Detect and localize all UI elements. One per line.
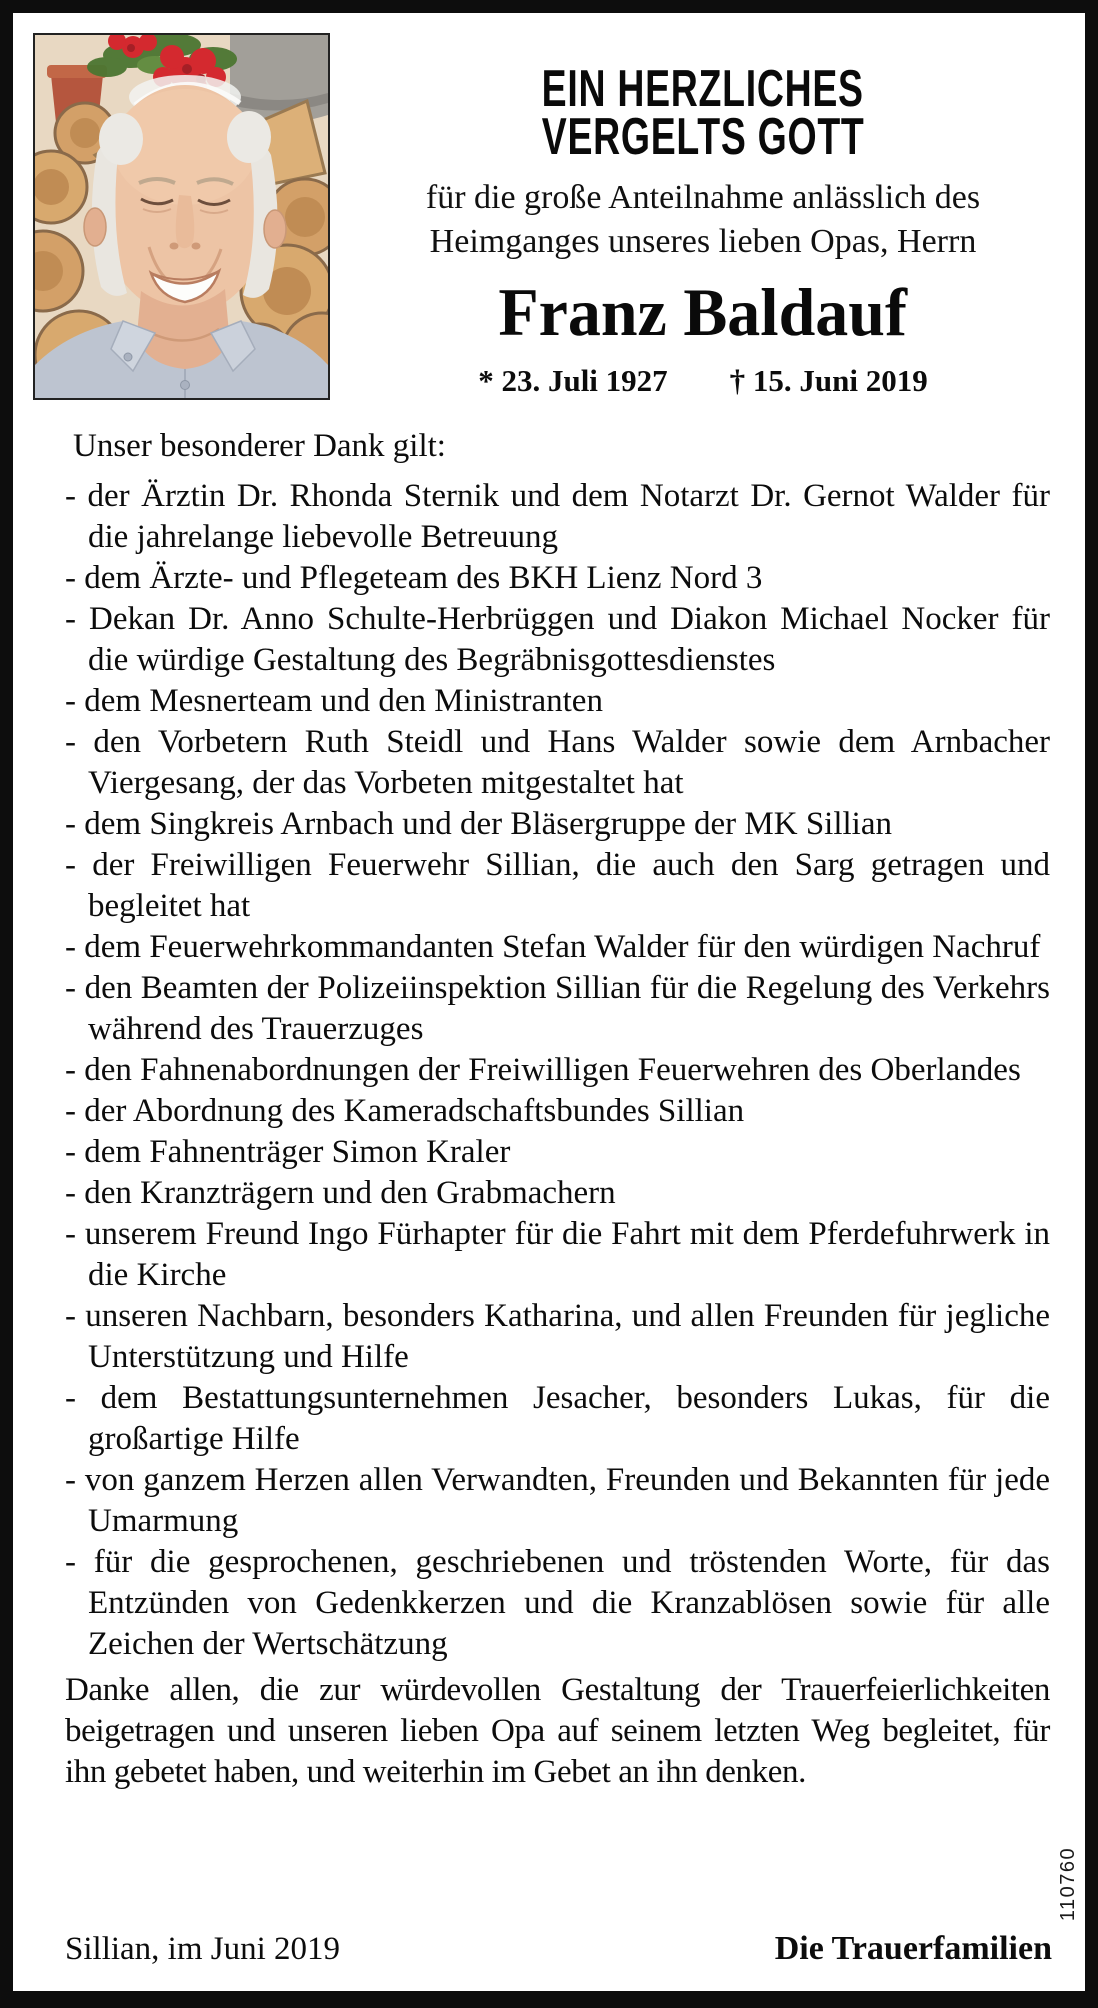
thanks-list-item [65,968,1050,1050]
shirt-button [181,381,190,390]
nostril-right [192,243,201,250]
thanks-list-item [65,1460,1050,1542]
life-dates-wrap [478,361,928,401]
thanks-list-item [65,1132,1050,1173]
thanks-list-item-text: von ganzem Herzen allen Verwandten, Freunden und Bekannten für jede Umarmung [84,1462,1050,1539]
thanks-list-item [65,722,1050,804]
dash-bullet: - [65,1175,76,1211]
thanks-list-item [65,1050,1050,1091]
dash-bullet: - [65,929,76,965]
shirt-button [124,353,132,361]
place-and-date: Sillian, im Juni 2019 [65,1931,341,1967]
intro-line-1: für die große Anteilnahme anlässlich des [425,179,981,216]
heading-line-2 [340,108,1066,166]
hair-tuft-left [99,113,143,165]
thanks-list-item-text: unseren Nachbarn, besonders Katharina, und allen Freunden für jegliche Unterstützung und Hilfe [85,1298,1050,1375]
thanks-list-item-text: dem Ärzte- und Pflegeteam des BKH Lienz Nord 3 [84,560,763,596]
reference-number: 110760 [1056,1846,1079,1922]
dash-bullet: - [65,847,76,883]
notice-header [340,30,1066,435]
thanks-list-item-text: den Fahnenabordnungen der Freiwilligen Feuerwehren des Oberlandes [84,1052,1021,1088]
thanks-list-item [65,1173,1050,1214]
dash-bullet: - [65,601,76,637]
portrait-photo-illustration [35,35,328,398]
notice-footer [65,1928,1052,1970]
thanks-list-item-text: Dekan Dr. Anno Schulte-Herbrüggen und Diakon Michael Nocker für die würdige Gestaltung des Begräbnisgottesdienstes [88,601,1051,678]
birth-date: * 23. Juli 1927 [478,363,668,398]
life-dates [340,361,1066,401]
thanks-list-item-text: dem Mesnerteam und den Ministranten [84,683,603,719]
thanks-list-item [65,1091,1050,1132]
thanks-lead: Unser besonderer Dank gilt: [73,428,446,464]
heading-line-1 [340,60,1066,118]
nose [176,195,195,248]
thanks-list-item [65,1542,1050,1665]
portrait-photo [33,33,330,400]
intro-line-2: Heimganges unseres lieben Opas, Herrn [429,223,977,260]
thanks-list-item [65,804,1050,845]
thanks-section [65,426,1050,1793]
dash-bullet: - [65,478,76,514]
thanks-list-item [65,599,1050,681]
thanks-list-item-text: dem Singkreis Arnbach und der Bläsergruppe der MK Sillian [84,806,892,842]
dash-bullet: - [65,1093,76,1129]
thanks-list-item-text: dem Feuerwehrkommandanten Stefan Walder für den würdigen Nachruf [84,929,1041,965]
thanks-list-item-text: unserem Freund Ingo Fürhapter für die Fahrt mit dem Pferdefuhrwerk in die Kirche [84,1216,1050,1293]
death-date: † 15. Juni 2019 [729,363,928,398]
heading-line-2-text: VERGELTS GOTT [541,108,865,166]
deceased-name [340,270,1066,354]
thanks-list-item-text: den Vorbetern Ruth Steidl und Hans Walder sowie dem Arnbacher Viergesang, der das Vorbeten mitgestaltet hat [88,724,1051,801]
thanks-list-item-text: der Ärztin Dr. Rhonda Sternik und dem Notarzt Dr. Gernot Walder für die jahrelange liebevolle Betreuung [87,478,1051,555]
ear-right [264,210,286,248]
thanks-list-item-text: dem Fahnenträger Simon Kraler [84,1134,511,1170]
closing-paragraph: Danke allen, die zur würdevollen Gestaltung der Trauerfeierlichkeiten beigetragen und unseren lieben Opa auf seinem letzten Weg begleitet, für ihn gebetet haben, und weiterhin im Gebet an ihn denken. [65,1672,1050,1790]
heading-line-1-text: EIN HERZLICHES [541,60,865,118]
thanks-list-item [65,845,1050,927]
thanks-list-item-text: der Freiwilligen Feuerwehr Sillian, die auch den Sarg getragen und begleitet hat [88,847,1050,924]
signature: Die Trauerfamilien [774,1930,1052,1967]
thanks-list-item-text: den Beamten der Polizeiinspektion Sillian für die Regelung des Verkehrs während des Trauerzuges [84,970,1051,1047]
dash-bullet: - [65,1134,76,1170]
thanks-list-item-text: der Abordnung des Kameradschaftsbundes Sillian [84,1093,745,1129]
ear-left [84,208,106,246]
dash-bullet: - [65,1544,76,1580]
hair-tuft-right [227,111,271,163]
thanks-list-item [65,681,1050,722]
thanks-list-item [65,558,1050,599]
dash-bullet: - [65,1052,76,1088]
thanks-list-item [65,1378,1050,1460]
thanks-list-item-text: dem Bestattungsunternehmen Jesacher, besonders Lukas, für die großartige Hilfe [88,1380,1050,1457]
dash-bullet: - [65,683,76,719]
dash-bullet: - [65,970,76,1006]
thanks-list-item [65,1214,1050,1296]
nostril-left [170,243,179,250]
dash-bullet: - [65,1298,76,1334]
thanks-list [65,476,1050,1665]
thanks-list-item [65,1296,1050,1378]
dash-bullet: - [65,1380,76,1416]
thanks-list-item [65,476,1050,558]
dash-bullet: - [65,560,76,596]
thanks-list-item-text: den Kranzträgern und den Grabmachern [84,1175,616,1211]
deceased-name-text: Franz Baldauf [498,274,908,350]
dash-bullet: - [65,806,76,842]
dash-bullet: - [65,724,76,760]
dash-bullet: - [65,1216,76,1252]
thanks-list-item [65,927,1050,968]
thanks-list-item-text: für die gesprochenen, geschriebenen und tröstenden Worte, für das Entzünden von Gedenkkerzen und die Kranzablösen sowie für alle Zeichen der Wertschätzung [88,1544,1051,1662]
dash-bullet: - [65,1462,76,1498]
